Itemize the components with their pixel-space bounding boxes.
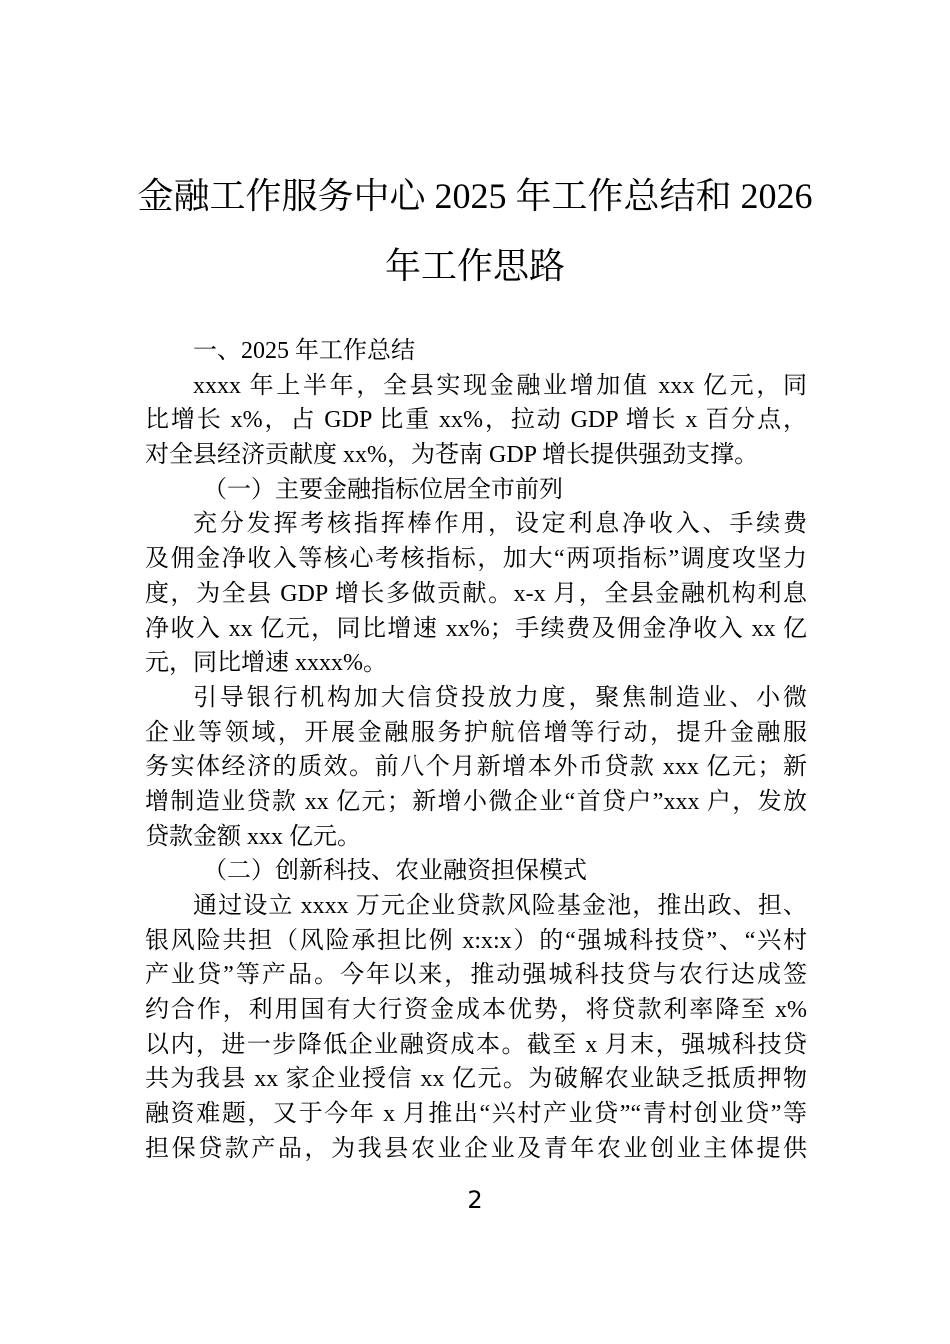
paragraph-line: 引导银行机构加大信贷投放力度，聚焦制造业、小微 bbox=[193, 684, 807, 711]
paragraph-line: 度，为全县 GDP 增长多做贡献。x-x 月，全县金融机构利息 bbox=[145, 580, 807, 607]
paragraph-line: 企业等领域，开展金融服务护航倍增等行动，提升金融服 bbox=[145, 719, 807, 746]
document-body bbox=[145, 334, 807, 1167]
section-heading: （一）主要金融指标位居全市前列 bbox=[203, 476, 563, 503]
paragraph-line: 元，同比增速 xxxx%。 bbox=[145, 650, 387, 677]
document-title-line-2: 年工作思路 bbox=[384, 246, 565, 286]
paragraph-line: 约合作，利用国有大行资金成本优势，将贷款利率降至 x% bbox=[145, 997, 807, 1024]
paragraph-line: 通过设立 xxxx 万元企业贷款风险基金池，推出政、担、 bbox=[193, 893, 807, 919]
paragraph-line: 担保贷款产品，为我县农业企业及青年农业创业主体提供 bbox=[145, 1135, 807, 1162]
paragraph-line: 增制造业贷款 xx 亿元；新增小微企业“首贷户”xxx 户，发放 bbox=[145, 788, 807, 815]
section-heading: （二）创新科技、农业融资担保模式 bbox=[203, 858, 587, 885]
paragraph-line: 产业贷”等产品。今年以来，推动强城科技贷与农行达成签 bbox=[145, 962, 807, 989]
paragraph-line: 银风险共担（风险承担比例 x:x:x）的“强城科技贷”、“兴村 bbox=[145, 927, 807, 954]
page-number: 2 bbox=[467, 1186, 483, 1214]
paragraph-line: 融资难题，又于今年 x 月推出“兴村产业贷”“青村创业贷”等 bbox=[145, 1101, 807, 1128]
paragraph-line: 共为我县 xx 家企业授信 xx 亿元。为破解农业缺乏抵质押物 bbox=[145, 1066, 807, 1093]
document-title-line-1: 金融工作服务中心 2025 年工作总结和 2026 bbox=[137, 176, 813, 216]
paragraph-line: 务实体经济的质效。前八个月新增本外币贷款 xxx 亿元；新 bbox=[145, 754, 807, 781]
paragraph-line: 净收入 xx 亿元，同比增速 xx%；手续费及佣金净收入 xx 亿 bbox=[145, 615, 807, 642]
paragraph-line: 充分发挥考核指挥棒作用，设定利息净收入、手续费 bbox=[193, 511, 807, 538]
section-heading: 一、2025 年工作总结 bbox=[193, 338, 415, 364]
paragraph-line: 以内，进一步降低企业融资成本。截至 x 月末，强城科技贷 bbox=[145, 1031, 807, 1058]
paragraph-line: xxxx 年上半年，全县实现金融业增加值 xxx 亿元，同 bbox=[193, 372, 807, 399]
paragraph-line: 对全县经济贡献度 xx%，为苍南 GDP 增长提供强劲支撑。 bbox=[145, 442, 759, 469]
paragraph-line: 贷款金额 xxx 亿元。 bbox=[145, 823, 361, 850]
paragraph-line: 比增长 x%，占 GDP 比重 xx%，拉动 GDP 增长 x 百分点， bbox=[145, 407, 807, 434]
paragraph-line: 及佣金净收入等核心考核指标，加大“两项指标”调度攻坚力 bbox=[145, 546, 807, 573]
